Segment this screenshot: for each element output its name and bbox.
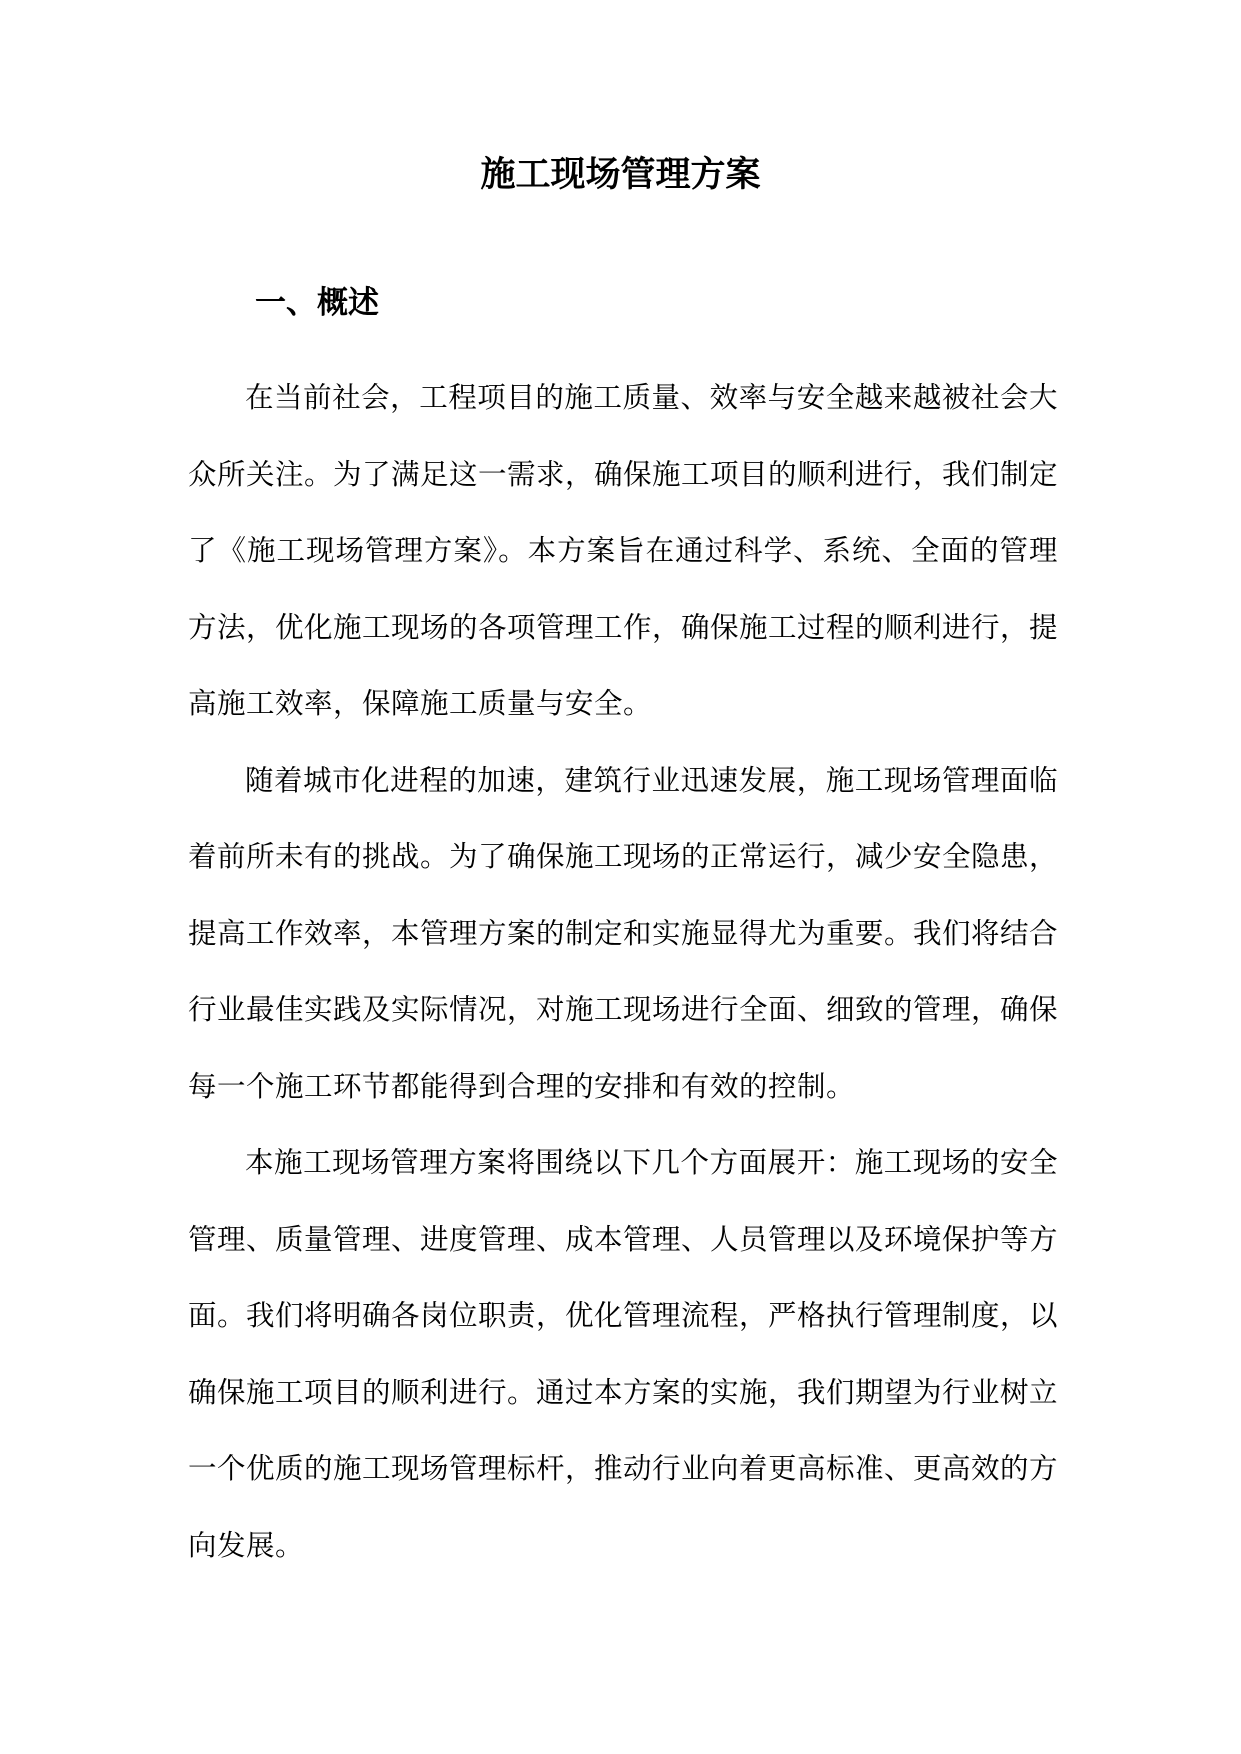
document-title: 施工现场管理方案 — [480, 154, 761, 195]
paragraph-2: 随着城市化进程的加速，建筑行业迅速发展，施工现场管理面临着前所未有的挑战。为了确保施工现场的正常运行，减少安全隐患，提高工作效率，本管理方案的制定和实施显得尤为重要。我们将结合行业最佳实践及实际情况，对施工现场进行全面、细致的管理，确保每一个施工环节都能得到合理的安排和有效的控制。 — [188, 763, 1059, 1103]
paragraph-3: 本施工现场管理方案将围绕以下几个方面展开：施工现场的安全管理、质量管理、进度管理、成本管理、人员管理以及环境保护等方面。我们将明确各岗位职责，优化管理流程，严格执行管理制度，以确保施工项目的顺利进行。通过本方案的实施，我们期望为行业树立一个优质的施工现场管理标杆，推动行业向着更高标准、更高效的方向发展。 — [188, 1146, 1059, 1562]
section-body — [188, 360, 1058, 1584]
section-heading-overview: 一、概述 — [255, 285, 379, 321]
paragraph-1: 在当前社会，工程项目的施工质量、效率与安全越来越被社会大众所关注。为了满足这一需求，确保施工项目的顺利进行，我们制定了《施工现场管理方案》。本方案旨在通过科学、系统、全面的管理方法，优化施工现场的各项管理工作，确保施工过程的顺利进行，提高施工效率，保障施工质量与安全。 — [188, 381, 1059, 720]
